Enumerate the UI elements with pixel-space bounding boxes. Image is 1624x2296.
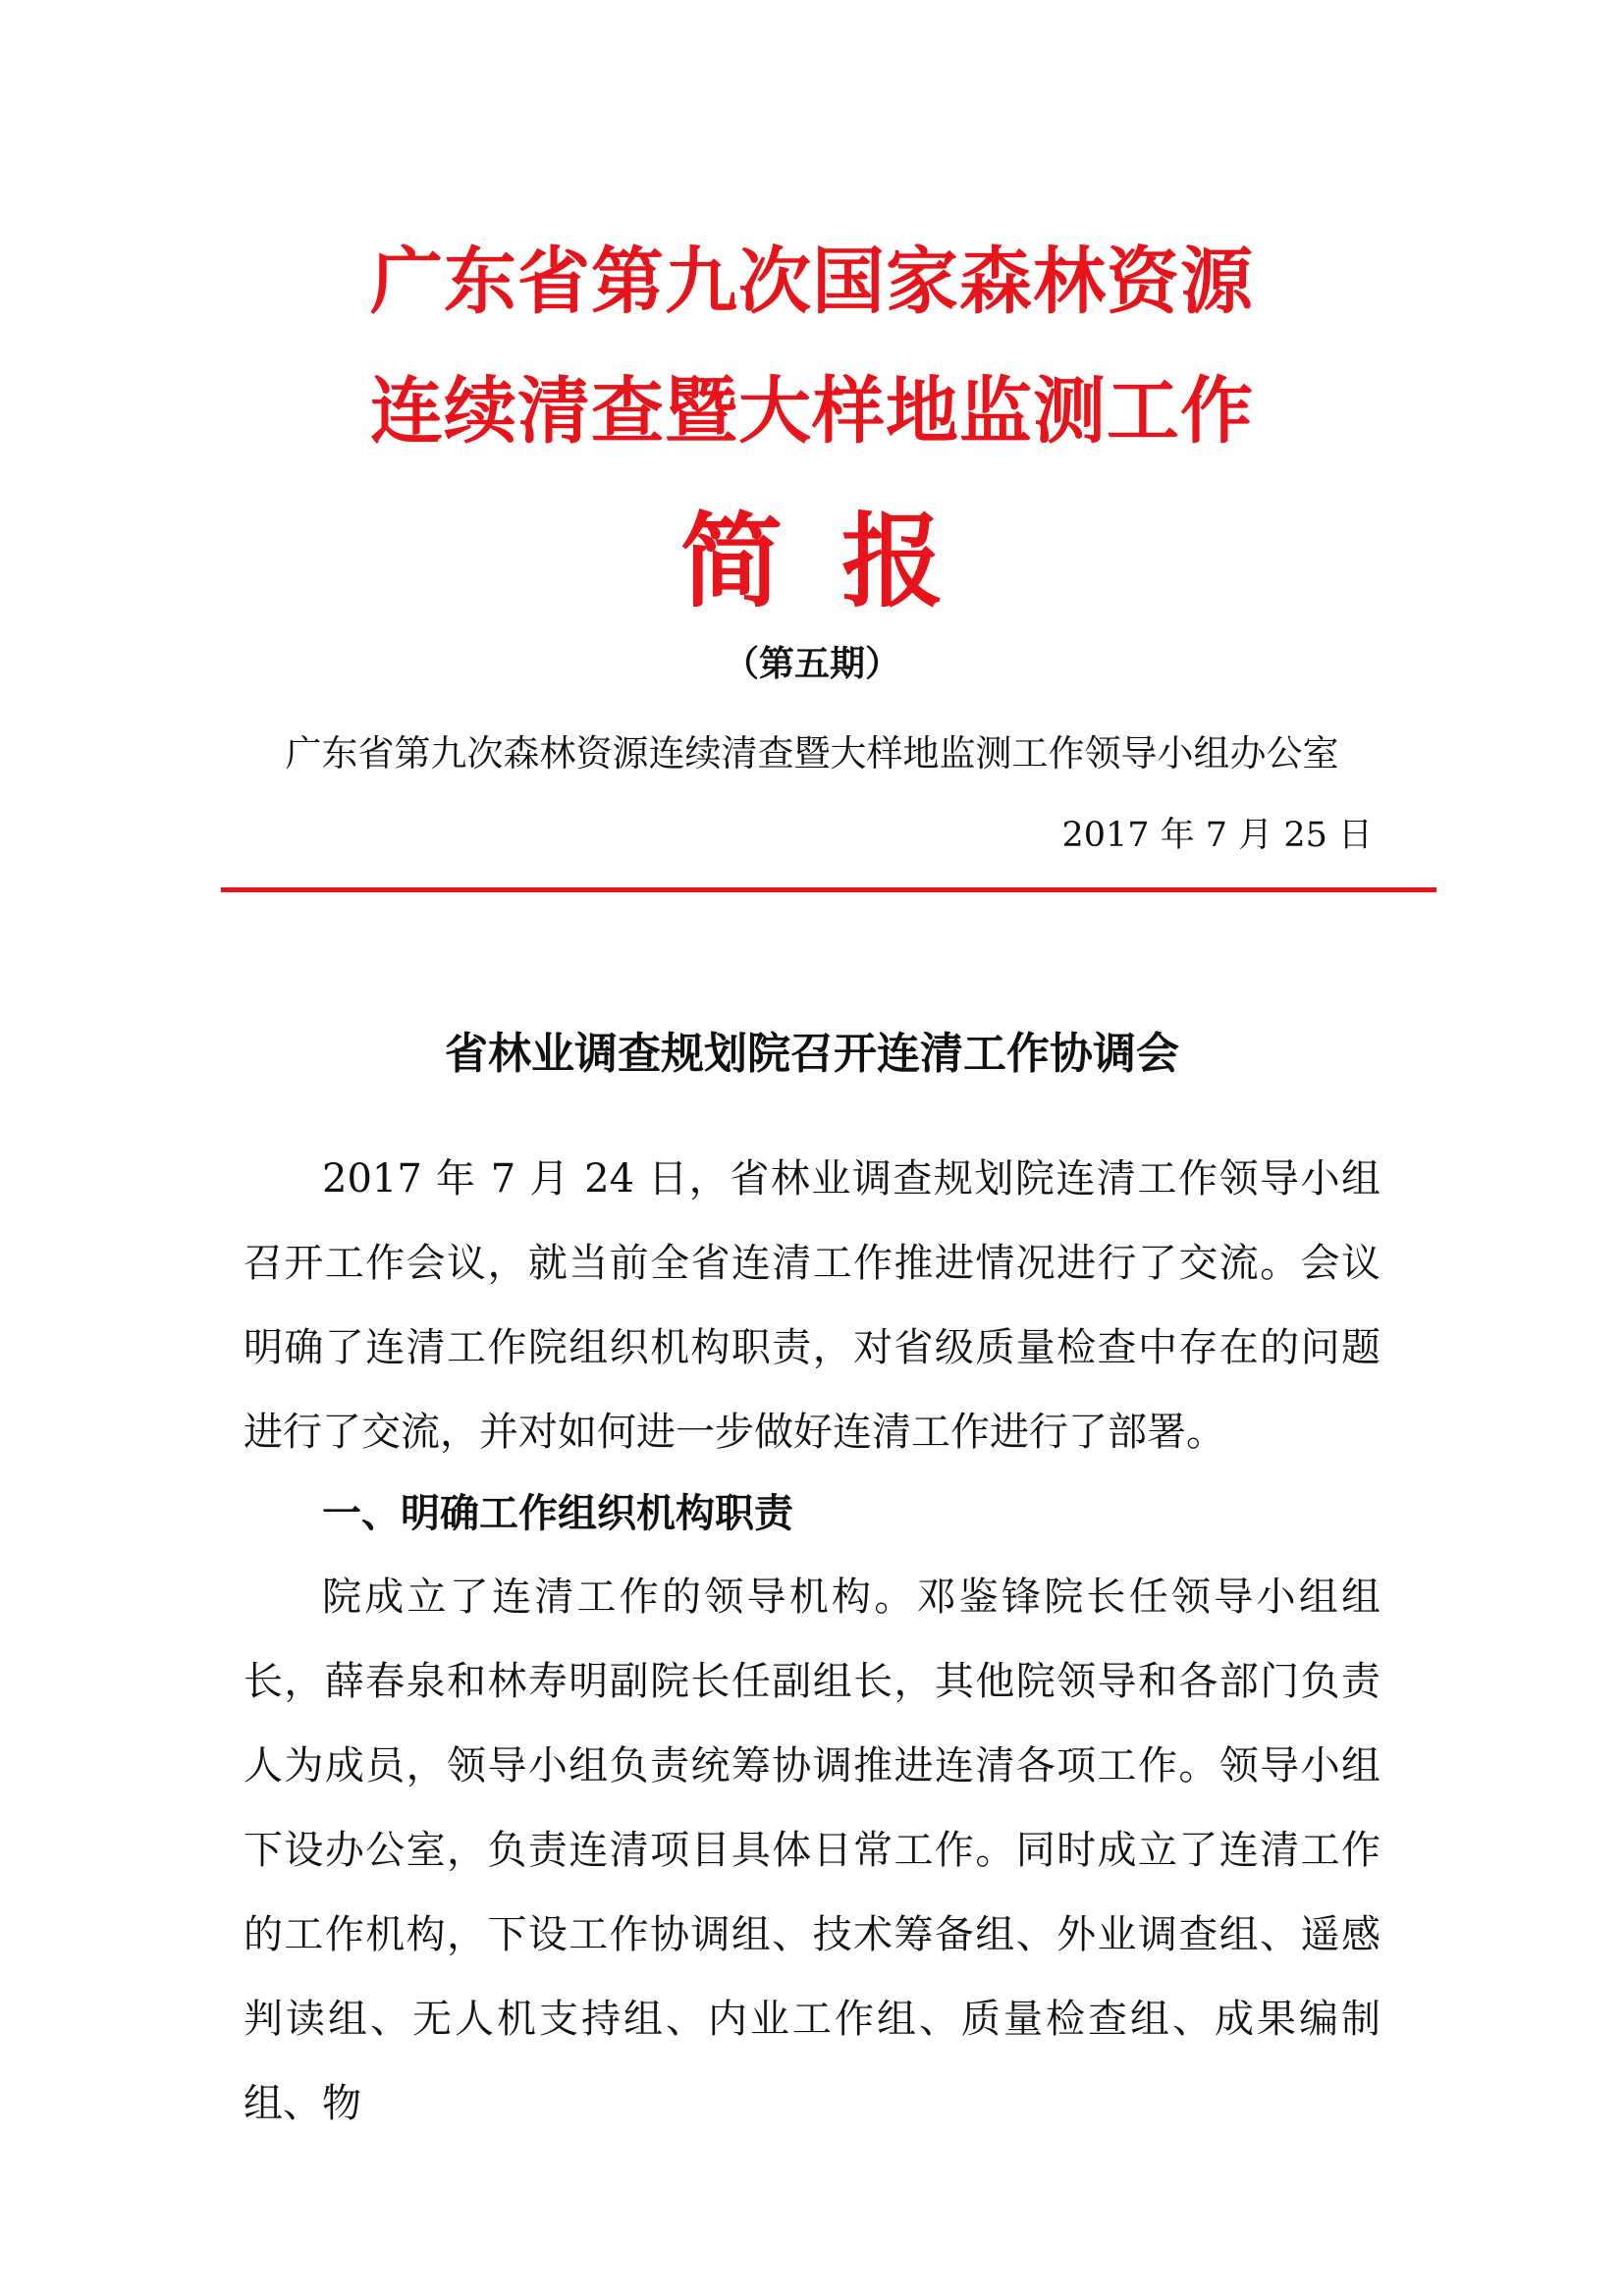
masthead-bulletin-title: 简报 <box>679 502 1002 621</box>
issue-date: 2017 年 7 月 25 日 <box>1061 816 1373 855</box>
red-divider-rule <box>221 887 1436 892</box>
body-paragraph-1: 2017 年 7 月 24 日，省林业调查规划院连清工作领导小组召开工作会议，就当前全省连清工作推进情况进行了交流。会议明确了连清工作院组织机构职责，对省级质量检查中存在的问题进行了交流，并对如何进一步做好连清工作进行了部署。 <box>244 1156 1380 1455</box>
issuing-office: 广东省第九次森林资源连续清查暨大样地监测工作领导小组办公室 <box>285 732 1339 774</box>
section-heading-1: 一、明确工作组织机构职责 <box>322 1491 793 1536</box>
article-title: 省林业调查规划院召开连清工作协调会 <box>445 1029 1179 1079</box>
masthead-title-line-1: 广东省第九次国家森林资源 <box>370 240 1254 324</box>
body-paragraph-2: 院成立了连清工作的领导机构。邓鉴锋院长任领导小组组长，薛春泉和林寿明副院长任副组长，其他院领导和各部门负责人为成员，领导小组负责统筹协调推进连清各项工作。领导小组下设办公室，负责连清项目具体日常工作。同时成立了连清工作的工作机构，下设工作协调组、技术筹备组、外业调查组、遥感判读组、无人机支持组、内业工作组、质量检查组、成果编制组、物 <box>244 1575 1380 2126</box>
issue-number: （第五期） <box>723 644 900 684</box>
masthead-title-line-2: 连续清查暨大样地监测工作 <box>370 369 1254 454</box>
